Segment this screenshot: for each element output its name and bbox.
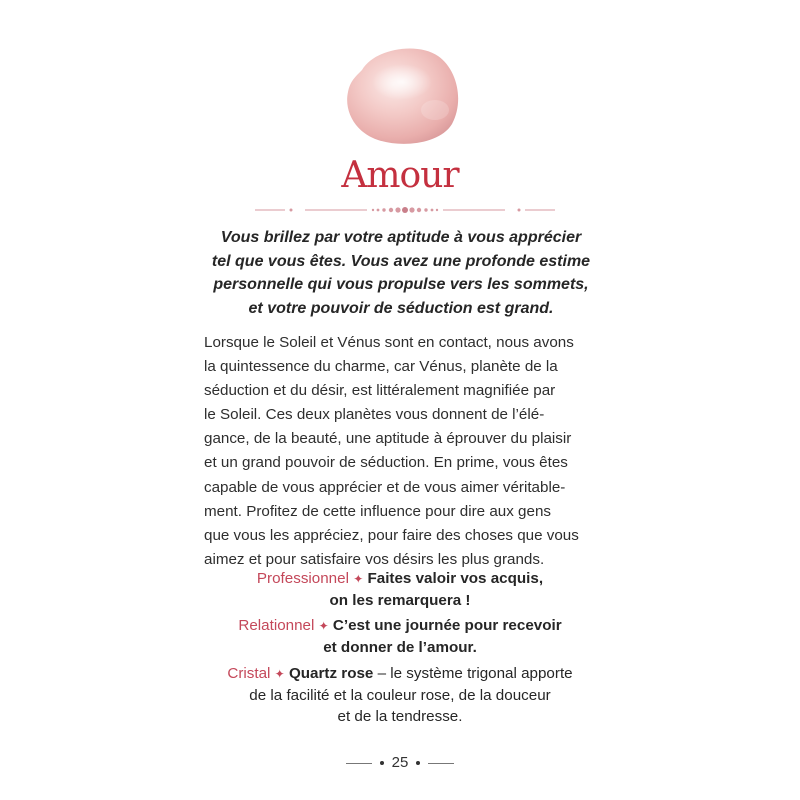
rose-quartz-stone-image bbox=[340, 40, 465, 150]
body-line: gance, de la beauté, une aptitude à éprouver du plaisir bbox=[204, 430, 572, 448]
star-separator-icon: ✦ bbox=[353, 572, 364, 586]
body-line: ment. Profitez de cette influence pour dire aux gens bbox=[204, 502, 551, 520]
crystal-label: Cristal bbox=[227, 665, 271, 682]
professional-text-line1: Faites valoir vos acquis, bbox=[367, 570, 544, 587]
body-line: capable de vous apprécier et de vous aimer véritable- bbox=[204, 478, 566, 496]
body-line: que vous les appréciez, pour faire des choses que vous bbox=[204, 526, 579, 544]
relational-text-line1: C’est une journée pour recevoir bbox=[332, 617, 562, 634]
intro-paragraph bbox=[195, 226, 607, 320]
footer-dot-left bbox=[380, 761, 384, 765]
intro-line: Vous brillez par votre aptitude à vous apprécier bbox=[220, 229, 582, 246]
footer-dash-right bbox=[428, 763, 454, 764]
intro-line: et votre pouvoir de séduction est grand. bbox=[248, 299, 554, 317]
page-number: 25 bbox=[391, 754, 409, 771]
intro-line: personnelle qui vous propulse vers les sommets, bbox=[213, 276, 589, 293]
footer-dash-left bbox=[346, 763, 372, 764]
body-line: le Soleil. Ces deux planètes vous donnent de l’élé- bbox=[204, 406, 545, 424]
relational-text-line2: et donner de l’amour. bbox=[323, 639, 477, 656]
professional-label: Professionnel bbox=[256, 570, 349, 587]
relational-note bbox=[190, 615, 610, 658]
page-title: Amour bbox=[341, 155, 459, 196]
crystal-note bbox=[190, 663, 610, 727]
intro-line: tel que vous êtes. Vous avez une profonde estime bbox=[211, 252, 591, 270]
body-line: aimez et pour satisfaire vos désirs les plus grands. bbox=[204, 550, 545, 568]
body-line: Lorsque le Soleil et Vénus sont en contact, nous avons bbox=[204, 334, 574, 351]
decorative-divider bbox=[255, 203, 555, 217]
body-line: la quintessence du charme, car Vénus, planète de la bbox=[204, 358, 558, 376]
star-separator-icon: ✦ bbox=[318, 619, 329, 633]
crystal-text-line3: et de la tendresse. bbox=[337, 708, 463, 725]
body-line: et un grand pouvoir de séduction. En prime, vous êtes bbox=[204, 454, 568, 472]
page-footer bbox=[0, 754, 800, 771]
crystal-text-line2: de la facilité et la couleur rose, de la douceur bbox=[249, 687, 551, 704]
body-paragraph bbox=[204, 331, 598, 572]
star-separator-icon: ✦ bbox=[274, 667, 285, 681]
body-line: séduction et du désir, est littéralement magnifiée par bbox=[204, 382, 556, 400]
footer-dot-right bbox=[416, 761, 420, 765]
crystal-text-line1: – le système trigonal apporte bbox=[373, 665, 573, 682]
relational-label: Relationnel bbox=[238, 617, 315, 634]
crystal-name: Quartz rose bbox=[288, 665, 374, 682]
professional-text-line2: on les remarquera ! bbox=[329, 592, 471, 609]
professional-note bbox=[190, 568, 610, 611]
